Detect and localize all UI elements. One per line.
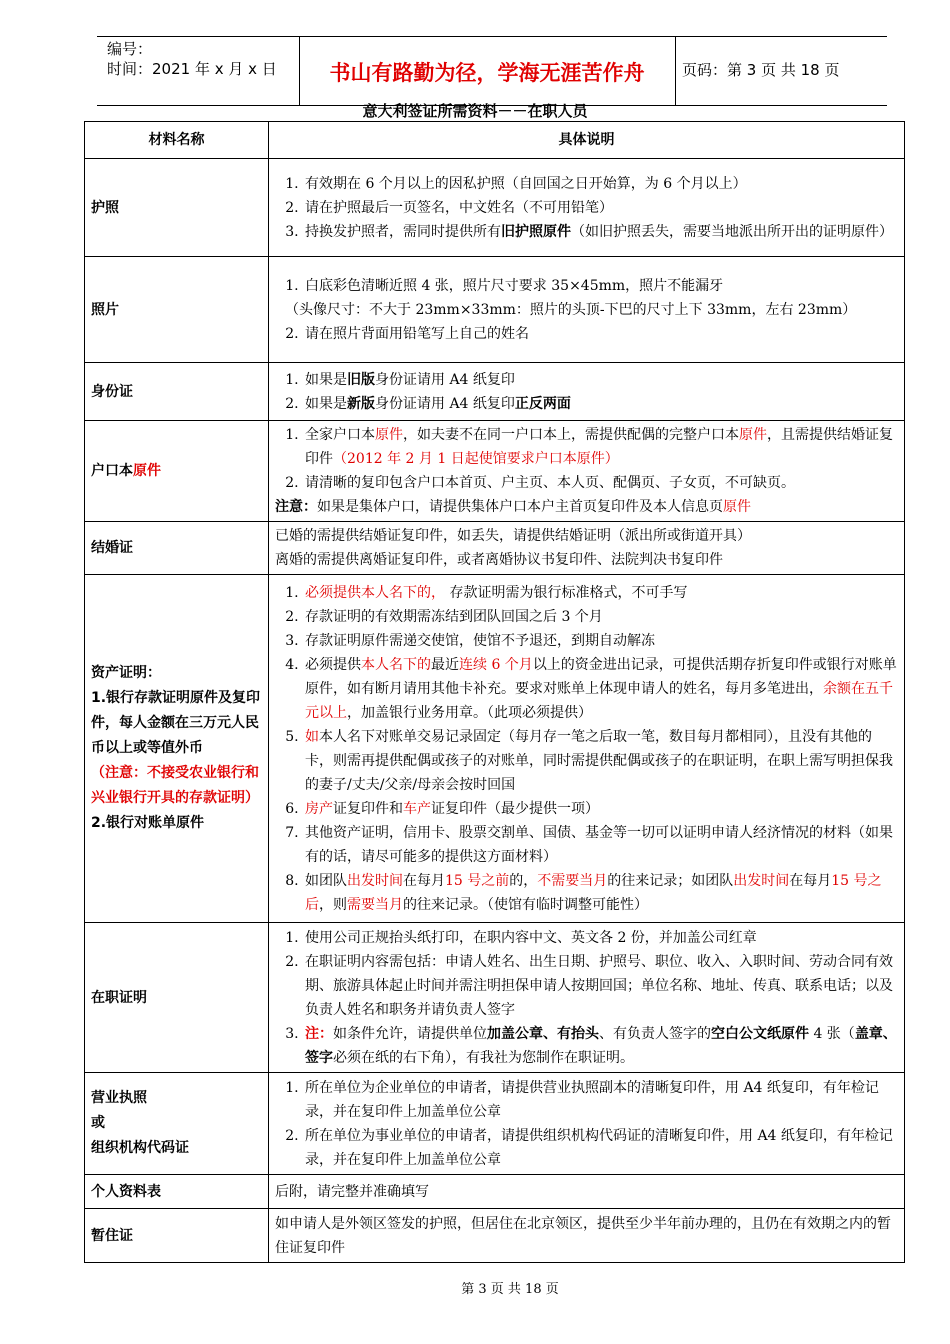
employment-item-2: 2. 在职证明内容需包括：申请人姓名、出生日期、护照号、职位、收入、入职时间、劳动合同有效期、旅游具体起止时间并需注明担保申请人按期回国；单位名称、地址、传真、联系电话；以及负责人姓名和职务并请负责人签字 [303, 950, 898, 1022]
idcard-item-1: 1. 如果是旧版身份证请用 A4 纸复印 [303, 368, 898, 392]
idcard-item-2: 2. 如果是新版身份证请用 A4 纸复印正反两面 [303, 392, 898, 416]
row-assets [85, 575, 905, 923]
passport-item-1: 1. 有效期在 6 个月以上的因私护照（自回国之日开始算，为 6 个月以上） [303, 172, 898, 196]
assets-item-6: 6. 房产证复印件和车产证复印件（最少提供一项） [303, 797, 898, 821]
header-motto: 书山有路勤为径，学海无涯苦作舟 [329, 61, 645, 85]
requirements-table [84, 121, 905, 1263]
passport-item-2: 2. 请在护照最后一页签名，中文姓名（不可用铅笔） [303, 196, 898, 220]
photo-item-1: 1. 白底彩色清晰近照 4 张，照片尺寸要求 35×45mm，照片不能漏牙 [303, 274, 898, 298]
row-residence [85, 1209, 905, 1263]
label-assets: 资产证明： 1.银行存款证明原件及复印件，每人金额在三万元人民币以上或等值外币 （注意：不接受农业银行和兴业银行开具的存款证明） 2.银行对账单原件 [85, 575, 269, 923]
row-hukou [85, 421, 905, 522]
label-hukou: 户口本原件 [85, 421, 269, 522]
header-divider [299, 37, 300, 105]
time-label: 时间：2021 年 x 月 x 日 [107, 60, 277, 78]
label-idcard: 身份证 [85, 363, 269, 421]
desc-marriage [269, 522, 905, 575]
table-header-row [85, 122, 905, 159]
header-page-info: 页码：第 3 页 共 18 页 [682, 61, 840, 79]
hukou-item-2: 2. 请清晰的复印包含户口本首页、户主页、本人页、配偶页、子女页，不可缺页。 [303, 471, 898, 495]
label-license: 营业执照 或 组织机构代码证 [85, 1073, 269, 1175]
desc-assets [269, 575, 905, 923]
assets-item-3: 3. 存款证明原件需递交使馆，使馆不予退还，到期自动解冻 [303, 629, 898, 653]
desc-hukou [269, 421, 905, 522]
assets-item-2: 2. 存款证明的有效期需冻结到团队回国之后 3 个月 [303, 605, 898, 629]
row-employment [85, 923, 905, 1073]
assets-item-8: 8. 如团队出发时间在每月15 号之前的，不需要当月的往来记录；如团队出发时间在每月15 号之后，则需要当月的往来记录。（使馆有临时调整可能性） [303, 869, 898, 917]
hukou-note: 注意：如果是集体户口，请提供集体户口本户主首页复印件及本人信息页原件 [275, 499, 751, 515]
col-header-material: 材料名称 [85, 122, 269, 159]
desc-employment [269, 923, 905, 1073]
employment-item-3: 3. 注：如条件允许，请提供单位加盖公章、有抬头、有负责人签字的空白公文纸原件 4 张（盖章、签字必须在纸的右下角），有我社为您制作在职证明。 [303, 1022, 898, 1070]
photo-item-2: 2. 请在照片背面用铅笔写上自己的姓名 [303, 322, 898, 346]
desc-photo [269, 257, 905, 363]
header-meta [107, 39, 297, 79]
assets-item-7: 7. 其他资产证明，信用卡、股票交割单、国债、基金等一切可以证明申请人经济情况的材料（如果有的话，请尽可能多的提供这方面材料） [303, 821, 898, 869]
hukou-item-1: 1. 全家户口本原件，如夫妻不在同一户口本上，需提供配偶的完整户口本原件，且需提供结婚证复印件（2012 年 2 月 1 日起使馆要求户口本原件） [303, 423, 898, 471]
header-divider [675, 37, 676, 105]
row-photo [85, 257, 905, 363]
col-header-description: 具体说明 [269, 122, 905, 159]
desc-license [269, 1073, 905, 1175]
photo-note: （头像尺寸：不大于 23mm×33mm：照片的头顶-下巴的尺寸上下 33mm，左右 23mm） [285, 301, 857, 318]
assets-item-5: 5. 如本人名下对账单交易记录固定（每月存一笔之后取一笔，数目每月都相同），且没有其他的卡，则需再提供配偶或孩子的对账单，同时需提供配偶或孩子的在职证明，在职上需写明担保我的妻子/丈夫/父亲/母亲会按时回国 [303, 725, 898, 797]
desc-residence: 如申请人是外领区签发的护照，但居住在北京领区，提供至少半年前办理的，且仍在有效期之内的暂住证复印件 [269, 1209, 905, 1263]
row-passport [85, 159, 905, 257]
passport-item-3: 3. 持换发护照者，需同时提供所有旧护照原件（如旧护照丢失，需要当地派出所开出的证明原件） [303, 220, 898, 244]
marriage-line-1: 已婚的需提供结婚证复印件，如丢失，请提供结婚证明（派出所或街道开具） [275, 528, 751, 544]
document-title: 意大利签证所需资料－－在职人员 [362, 102, 588, 120]
row-personal [85, 1175, 905, 1209]
label-marriage: 结婚证 [85, 522, 269, 575]
assets-item-1: 1. 必须提供本人名下的， 存款证明需为银行标准格式，不可手写 [303, 581, 898, 605]
assets-item-4: 4. 必须提供本人名下的最近连续 6 个月以上的资金进出记录，可提供活期存折复印件或银行对账单原件，如有断月请用其他卡补充。要求对账单上体现申请人的姓名，每月多笔进出，余额在五千元以上，加盖银行业务用章。（此项必须提供） [303, 653, 898, 725]
number-label: 编号： [107, 40, 153, 58]
employment-item-1: 1. 使用公司正规抬头纸打印，在职内容中文、英文各 2 份，并加盖公司红章 [303, 926, 898, 950]
desc-idcard [269, 363, 905, 421]
license-item-2: 2. 所在单位为事业单位的申请者，请提供组织机构代码证的清晰复印件，用 A4 纸复印，有年检记录，并在复印件上加盖单位公章 [303, 1124, 898, 1172]
label-residence: 暂住证 [85, 1209, 269, 1263]
label-passport: 护照 [85, 159, 269, 257]
desc-personal: 后附，请完整并准确填写 [269, 1175, 905, 1209]
page-footer: 第 3 页 共 18 页 [461, 1282, 559, 1297]
marriage-line-2: 离婚的需提供离婚证复印件，或者离婚协议书复印件、法院判决书复印件 [275, 552, 723, 568]
desc-passport [269, 159, 905, 257]
label-employment: 在职证明 [85, 923, 269, 1073]
label-photo: 照片 [85, 257, 269, 363]
row-idcard [85, 363, 905, 421]
label-personal: 个人资料表 [85, 1175, 269, 1209]
row-license [85, 1073, 905, 1175]
row-marriage [85, 522, 905, 575]
license-item-1: 1. 所在单位为企业单位的申请者，请提供营业执照副本的清晰复印件，用 A4 纸复印，有年检记录，并在复印件上加盖单位公章 [303, 1076, 898, 1124]
page-header [97, 36, 887, 106]
